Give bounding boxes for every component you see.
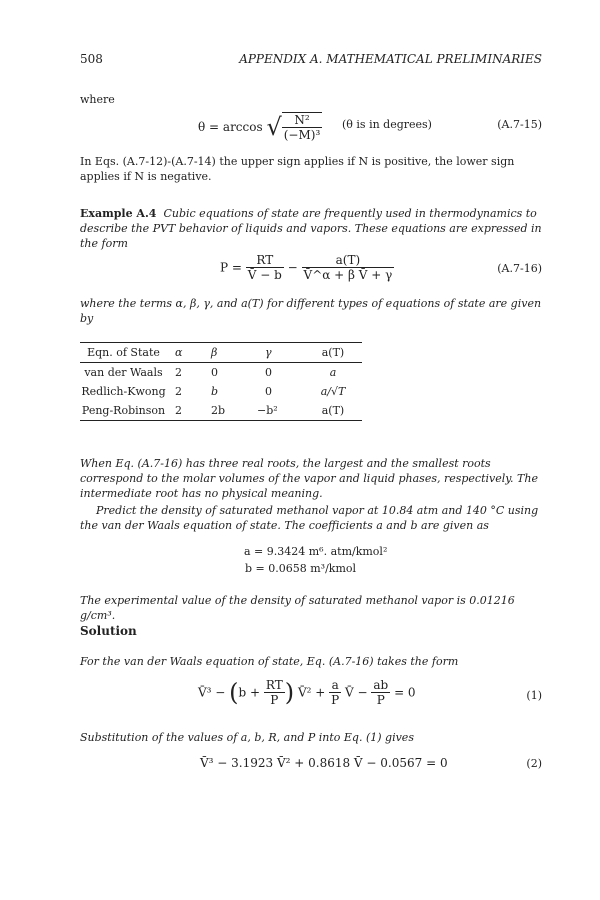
term: V̄ −: [345, 685, 372, 700]
paragraph-vdw: For the van der Waals equation of state, Eq. (A.7-16) takes the form: [80, 655, 459, 668]
numerator: RT: [246, 253, 284, 268]
paragraph-where: where: [80, 93, 115, 106]
table-cell: −b²: [257, 404, 278, 417]
table-row: [80, 382, 362, 401]
table-cell: 0: [265, 366, 272, 379]
numerator: N²: [282, 113, 323, 128]
table-cell: 2: [175, 366, 182, 379]
numerator: ab: [373, 678, 389, 692]
table-cell: 2: [175, 404, 182, 417]
fraction-rt-p: [264, 678, 285, 707]
example-label: Example A.4: [80, 207, 157, 220]
denominator: V̄^α + β V̄ + γ: [303, 268, 393, 282]
minus-sign: −: [287, 260, 298, 275]
table-cell: b: [211, 385, 219, 398]
equation-a7-16: [80, 253, 542, 287]
equation-note: (θ is in degrees): [342, 118, 432, 131]
paragraph-terms: where the terms α, β, γ, and a(T) for different types of equations of state are given by: [80, 297, 542, 325]
coefficient-b: b = 0.0658 m³/kmol: [245, 562, 357, 575]
table-header: a(T): [321, 346, 345, 359]
example-text: Cubic equations of state are frequently used in thermodynamics to describe the PVT behavior of liquids and vapors. These equations are expressed in the form: [80, 207, 542, 250]
equation-2-body: V̄³ − 3.1923 V̄² + 0.8618 V̄ − 0.0567 = 0: [200, 756, 448, 770]
denominator: P: [331, 693, 340, 707]
numerator: RT: [265, 678, 283, 692]
eos-table: [80, 342, 362, 421]
close-paren: ): [284, 678, 295, 707]
open-paren: (: [229, 678, 239, 707]
table-header: α: [175, 346, 183, 359]
table-row: [80, 401, 362, 421]
table-cell: a: [329, 366, 337, 379]
table-cell: van der Waals: [84, 366, 163, 379]
numerator: a: [329, 678, 341, 693]
term: b +: [238, 685, 264, 700]
table-cell: a(T): [321, 404, 345, 417]
table-row: [80, 363, 362, 383]
table-cell: 0: [211, 366, 218, 379]
coefficients: [244, 543, 387, 577]
denominator: P: [270, 693, 279, 707]
sqrt-sign: √: [266, 113, 282, 141]
table-header: β: [211, 346, 218, 359]
equation-a7-16-body: [220, 253, 394, 282]
fraction-at: [302, 253, 395, 282]
running-title: APPENDIX A. MATHEMATICAL PRELIMINARIES: [239, 52, 542, 66]
equation-number: (A.7-16): [497, 262, 542, 275]
equation-1-body: [198, 678, 416, 707]
equation-number: (2): [526, 757, 542, 770]
denominator: (−M)³: [283, 128, 321, 142]
paragraph-roots: When Eq. (A.7-16) has three real roots, the largest and the smallest roots correspond to the molar volumes of the vapor and liquid phases, respectively. The intermediate root has no physical meaning.: [80, 457, 538, 500]
equation-number: (A.7-15): [497, 118, 542, 131]
table-cell: 2b: [211, 404, 226, 417]
equation-a7-15-lhs: θ = arccos: [198, 120, 263, 134]
denominator: V̄ − b: [247, 268, 282, 282]
paragraph-substitution: Substitution of the values of a, b, R, and P into Eq. (1) gives: [80, 731, 414, 744]
table-cell: Redlich-Kwong: [81, 385, 166, 398]
table-cell: 0: [265, 385, 272, 398]
term: V̄² +: [297, 685, 330, 700]
term: V̄³ −: [198, 685, 230, 700]
page-number: 508: [80, 52, 103, 66]
solution-heading: Solution: [80, 624, 137, 638]
equation-2: [80, 756, 542, 776]
fraction-ab-p: [371, 678, 390, 707]
numerator: a(T): [302, 253, 395, 268]
paragraph-predict: Predict the density of saturated methanol vapor at 10.84 atm and 140 °C using the van der Waals equation of state. The coefficients a and b are given as: [80, 504, 539, 532]
denominator: P: [376, 693, 385, 707]
table-header: Eqn. of State: [87, 346, 160, 359]
paragraph-sign: In Eqs. (A.7-12)-(A.7-14) the upper sign applies if N is positive, the lower sign applies if N is negative.: [80, 155, 515, 183]
equation-a7-16-lhs: P =: [220, 260, 242, 275]
coefficient-a: a = 9.3424 m⁶. atm/kmol²: [244, 545, 388, 558]
equation-number: (1): [526, 689, 542, 702]
table-cell: 2: [175, 385, 182, 398]
table-header-row: [80, 343, 362, 363]
equation-a7-15-body: [198, 112, 322, 142]
page-header: [80, 52, 542, 68]
equation-1: [80, 676, 542, 716]
table-cell: Peng-Robinson: [81, 404, 166, 417]
paragraph-experimental: The experimental value of the density of saturated methanol vapor is 0.01216 g/cm³.: [80, 594, 515, 622]
fraction-rt: [246, 253, 284, 282]
example-paragraph: [80, 206, 542, 251]
table-cell: a/√T: [320, 385, 346, 398]
term: = 0: [394, 685, 416, 700]
equation-a7-15: [80, 108, 542, 144]
fraction-a-p: [329, 678, 341, 707]
fraction: [282, 112, 323, 142]
table-header: γ: [265, 346, 272, 359]
